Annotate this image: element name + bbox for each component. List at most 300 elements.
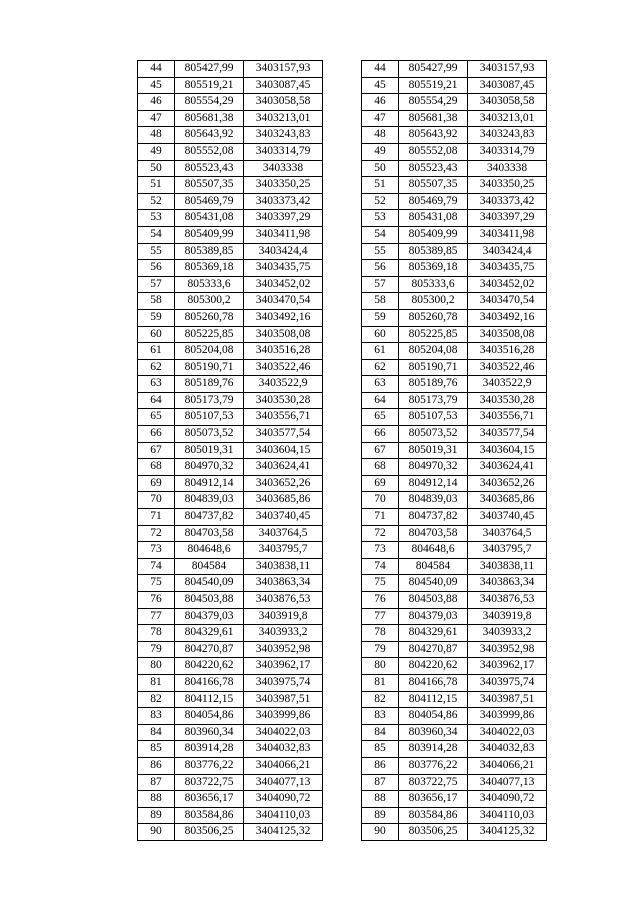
y-coordinate-cell: 3403876,53 bbox=[244, 592, 323, 609]
y-coordinate-cell: 3403795,7 bbox=[244, 542, 323, 559]
x-coordinate-cell: 803776,22 bbox=[175, 757, 244, 774]
y-coordinate-cell: 3403987,51 bbox=[468, 691, 547, 708]
point-number-cell: 55 bbox=[362, 243, 399, 260]
table-row bbox=[362, 741, 547, 758]
x-coordinate-cell: 803656,17 bbox=[175, 791, 244, 808]
point-number-cell: 57 bbox=[362, 276, 399, 293]
table-row bbox=[362, 791, 547, 808]
x-coordinate-cell: 804379,03 bbox=[399, 608, 468, 625]
point-number-cell: 77 bbox=[138, 608, 175, 625]
table-row bbox=[362, 708, 547, 725]
table-row bbox=[138, 641, 323, 658]
point-number-cell: 68 bbox=[138, 459, 175, 476]
point-number-cell: 57 bbox=[138, 276, 175, 293]
x-coordinate-cell: 805519,21 bbox=[175, 77, 244, 94]
y-coordinate-cell: 3404077,13 bbox=[244, 774, 323, 791]
x-coordinate-cell: 805507,35 bbox=[175, 177, 244, 194]
x-coordinate-cell: 805681,38 bbox=[399, 110, 468, 127]
point-number-cell: 73 bbox=[138, 542, 175, 559]
y-coordinate-cell: 3403530,28 bbox=[244, 392, 323, 409]
table-row bbox=[138, 608, 323, 625]
table-row bbox=[362, 691, 547, 708]
point-number-cell: 61 bbox=[138, 343, 175, 360]
point-number-cell: 81 bbox=[138, 674, 175, 691]
x-coordinate-cell: 804703,58 bbox=[399, 525, 468, 542]
y-coordinate-cell: 3404022,03 bbox=[468, 724, 547, 741]
point-number-cell: 79 bbox=[138, 641, 175, 658]
point-number-cell: 81 bbox=[362, 674, 399, 691]
y-coordinate-cell: 3403624,41 bbox=[468, 459, 547, 476]
coordinates-table-right bbox=[361, 60, 547, 841]
table-row bbox=[138, 674, 323, 691]
y-coordinate-cell: 3403350,25 bbox=[468, 177, 547, 194]
point-number-cell: 78 bbox=[362, 625, 399, 642]
y-coordinate-cell: 3404125,32 bbox=[244, 824, 323, 841]
point-number-cell: 69 bbox=[362, 475, 399, 492]
point-number-cell: 62 bbox=[138, 359, 175, 376]
y-coordinate-cell: 3403999,86 bbox=[468, 708, 547, 725]
point-number-cell: 64 bbox=[138, 392, 175, 409]
x-coordinate-cell: 803584,86 bbox=[399, 807, 468, 824]
point-number-cell: 63 bbox=[362, 376, 399, 393]
point-number-cell: 67 bbox=[362, 442, 399, 459]
y-coordinate-cell: 3403522,9 bbox=[244, 376, 323, 393]
point-number-cell: 68 bbox=[362, 459, 399, 476]
point-number-cell: 75 bbox=[138, 575, 175, 592]
x-coordinate-cell: 804220,62 bbox=[175, 658, 244, 675]
x-coordinate-cell: 804970,32 bbox=[175, 459, 244, 476]
y-coordinate-cell: 3403157,93 bbox=[468, 61, 547, 78]
point-number-cell: 55 bbox=[138, 243, 175, 260]
x-coordinate-cell: 805073,52 bbox=[399, 426, 468, 443]
x-coordinate-cell: 803506,25 bbox=[175, 824, 244, 841]
x-coordinate-cell: 805333,6 bbox=[399, 276, 468, 293]
y-coordinate-cell: 3403838,11 bbox=[244, 558, 323, 575]
point-number-cell: 71 bbox=[362, 509, 399, 526]
x-coordinate-cell: 805427,99 bbox=[175, 61, 244, 78]
y-coordinate-cell: 3403764,5 bbox=[244, 525, 323, 542]
y-coordinate-cell: 3403685,86 bbox=[468, 492, 547, 509]
table-row bbox=[138, 774, 323, 791]
y-coordinate-cell: 3403397,29 bbox=[244, 210, 323, 227]
point-number-cell: 53 bbox=[138, 210, 175, 227]
y-coordinate-cell: 3403863,34 bbox=[244, 575, 323, 592]
x-coordinate-cell: 804112,15 bbox=[399, 691, 468, 708]
point-number-cell: 76 bbox=[138, 592, 175, 609]
y-coordinate-cell: 3403577,54 bbox=[468, 426, 547, 443]
y-coordinate-cell: 3403435,75 bbox=[244, 260, 323, 277]
y-coordinate-cell: 3403350,25 bbox=[244, 177, 323, 194]
table-row bbox=[138, 575, 323, 592]
table-row bbox=[362, 409, 547, 426]
y-coordinate-cell: 3404110,03 bbox=[244, 807, 323, 824]
y-coordinate-cell: 3403516,28 bbox=[468, 343, 547, 360]
x-coordinate-cell: 805554,29 bbox=[175, 94, 244, 111]
table-row bbox=[362, 94, 547, 111]
table-row bbox=[138, 824, 323, 841]
point-number-cell: 49 bbox=[362, 143, 399, 160]
point-number-cell: 51 bbox=[138, 177, 175, 194]
x-coordinate-cell: 804270,87 bbox=[399, 641, 468, 658]
table-row bbox=[138, 625, 323, 642]
x-coordinate-cell: 804220,62 bbox=[399, 658, 468, 675]
point-number-cell: 70 bbox=[138, 492, 175, 509]
x-coordinate-cell: 804503,88 bbox=[175, 592, 244, 609]
x-coordinate-cell: 803584,86 bbox=[175, 807, 244, 824]
x-coordinate-cell: 805073,52 bbox=[175, 426, 244, 443]
point-number-cell: 85 bbox=[362, 741, 399, 758]
table-row bbox=[362, 61, 547, 78]
table-row bbox=[362, 807, 547, 824]
y-coordinate-cell: 3404022,03 bbox=[244, 724, 323, 741]
x-coordinate-cell: 805552,08 bbox=[175, 143, 244, 160]
y-coordinate-cell: 3403087,45 bbox=[468, 77, 547, 94]
table-row bbox=[138, 791, 323, 808]
y-coordinate-cell: 3403492,16 bbox=[244, 309, 323, 326]
x-coordinate-cell: 805523,43 bbox=[175, 160, 244, 177]
y-coordinate-cell: 3403652,26 bbox=[244, 475, 323, 492]
table-row bbox=[362, 525, 547, 542]
y-coordinate-cell: 3403492,16 bbox=[468, 309, 547, 326]
table-row bbox=[138, 110, 323, 127]
y-coordinate-cell: 3403213,01 bbox=[468, 110, 547, 127]
point-number-cell: 45 bbox=[362, 77, 399, 94]
x-coordinate-cell: 804737,82 bbox=[399, 509, 468, 526]
y-coordinate-cell: 3404125,32 bbox=[468, 824, 547, 841]
table-row bbox=[362, 210, 547, 227]
x-coordinate-cell: 805554,29 bbox=[399, 94, 468, 111]
y-coordinate-cell: 3403933,2 bbox=[244, 625, 323, 642]
x-coordinate-cell: 805389,85 bbox=[175, 243, 244, 260]
table-row bbox=[362, 492, 547, 509]
table-row bbox=[362, 392, 547, 409]
table-row bbox=[362, 558, 547, 575]
x-coordinate-cell: 805333,6 bbox=[175, 276, 244, 293]
x-coordinate-cell: 805431,08 bbox=[399, 210, 468, 227]
x-coordinate-cell: 805681,38 bbox=[175, 110, 244, 127]
x-coordinate-cell: 805107,53 bbox=[175, 409, 244, 426]
point-number-cell: 65 bbox=[362, 409, 399, 426]
y-coordinate-cell: 3403424,4 bbox=[468, 243, 547, 260]
x-coordinate-cell: 805369,18 bbox=[399, 260, 468, 277]
x-coordinate-cell: 805019,31 bbox=[175, 442, 244, 459]
y-coordinate-cell: 3404110,03 bbox=[468, 807, 547, 824]
x-coordinate-cell: 805204,08 bbox=[175, 343, 244, 360]
x-coordinate-cell: 804540,09 bbox=[399, 575, 468, 592]
table-row bbox=[362, 309, 547, 326]
point-number-cell: 65 bbox=[138, 409, 175, 426]
table-row bbox=[362, 326, 547, 343]
y-coordinate-cell: 3403508,08 bbox=[244, 326, 323, 343]
point-number-cell: 82 bbox=[362, 691, 399, 708]
table-row bbox=[138, 592, 323, 609]
y-coordinate-cell: 3403999,86 bbox=[244, 708, 323, 725]
x-coordinate-cell: 803960,34 bbox=[175, 724, 244, 741]
x-coordinate-cell: 804648,6 bbox=[175, 542, 244, 559]
point-number-cell: 56 bbox=[138, 260, 175, 277]
point-number-cell: 46 bbox=[138, 94, 175, 111]
table-row bbox=[362, 658, 547, 675]
y-coordinate-cell: 3403962,17 bbox=[244, 658, 323, 675]
table-row bbox=[138, 724, 323, 741]
x-coordinate-cell: 805643,92 bbox=[175, 127, 244, 144]
point-number-cell: 79 bbox=[362, 641, 399, 658]
y-coordinate-cell: 3403919,8 bbox=[244, 608, 323, 625]
table-row bbox=[362, 724, 547, 741]
table-row bbox=[138, 658, 323, 675]
y-coordinate-cell: 3403243,83 bbox=[468, 127, 547, 144]
x-coordinate-cell: 804054,86 bbox=[399, 708, 468, 725]
table-row bbox=[138, 708, 323, 725]
y-coordinate-cell: 3403975,74 bbox=[468, 674, 547, 691]
y-coordinate-cell: 3403411,98 bbox=[244, 226, 323, 243]
point-number-cell: 83 bbox=[138, 708, 175, 725]
table-row bbox=[362, 127, 547, 144]
x-coordinate-cell: 805523,43 bbox=[399, 160, 468, 177]
table-row bbox=[362, 276, 547, 293]
y-coordinate-cell: 3403530,28 bbox=[468, 392, 547, 409]
table-row bbox=[138, 276, 323, 293]
x-coordinate-cell: 805225,85 bbox=[175, 326, 244, 343]
y-coordinate-cell: 3403338 bbox=[244, 160, 323, 177]
point-number-cell: 52 bbox=[138, 193, 175, 210]
y-coordinate-cell: 3403556,71 bbox=[468, 409, 547, 426]
x-coordinate-cell: 805190,71 bbox=[175, 359, 244, 376]
table-row bbox=[138, 409, 323, 426]
y-coordinate-cell: 3403157,93 bbox=[244, 61, 323, 78]
x-coordinate-cell: 805225,85 bbox=[399, 326, 468, 343]
point-number-cell: 62 bbox=[362, 359, 399, 376]
table-row bbox=[138, 160, 323, 177]
x-coordinate-cell: 804648,6 bbox=[399, 542, 468, 559]
y-coordinate-cell: 3403314,79 bbox=[244, 143, 323, 160]
y-coordinate-cell: 3403962,17 bbox=[468, 658, 547, 675]
x-coordinate-cell: 804912,14 bbox=[399, 475, 468, 492]
point-number-cell: 74 bbox=[138, 558, 175, 575]
table-row bbox=[362, 774, 547, 791]
point-number-cell: 46 bbox=[362, 94, 399, 111]
table-row bbox=[138, 509, 323, 526]
x-coordinate-cell: 803914,28 bbox=[175, 741, 244, 758]
point-number-cell: 72 bbox=[362, 525, 399, 542]
y-coordinate-cell: 3403373,42 bbox=[244, 193, 323, 210]
point-number-cell: 47 bbox=[138, 110, 175, 127]
table-row bbox=[362, 625, 547, 642]
y-coordinate-cell: 3403863,34 bbox=[468, 575, 547, 592]
y-coordinate-cell: 3404032,83 bbox=[468, 741, 547, 758]
x-coordinate-cell: 804166,78 bbox=[175, 674, 244, 691]
point-number-cell: 67 bbox=[138, 442, 175, 459]
y-coordinate-cell: 3403338 bbox=[468, 160, 547, 177]
x-coordinate-cell: 803506,25 bbox=[399, 824, 468, 841]
table-row bbox=[362, 542, 547, 559]
x-coordinate-cell: 804329,61 bbox=[175, 625, 244, 642]
y-coordinate-cell: 3403058,58 bbox=[244, 94, 323, 111]
y-coordinate-cell: 3403397,29 bbox=[468, 210, 547, 227]
point-number-cell: 54 bbox=[138, 226, 175, 243]
point-number-cell: 85 bbox=[138, 741, 175, 758]
point-number-cell: 48 bbox=[138, 127, 175, 144]
y-coordinate-cell: 3403838,11 bbox=[468, 558, 547, 575]
x-coordinate-cell: 803656,17 bbox=[399, 791, 468, 808]
x-coordinate-cell: 805189,76 bbox=[399, 376, 468, 393]
y-coordinate-cell: 3404090,72 bbox=[244, 791, 323, 808]
y-coordinate-cell: 3403933,2 bbox=[468, 625, 547, 642]
x-coordinate-cell: 804270,87 bbox=[175, 641, 244, 658]
y-coordinate-cell: 3403740,45 bbox=[244, 509, 323, 526]
x-coordinate-cell: 805552,08 bbox=[399, 143, 468, 160]
x-coordinate-cell: 805019,31 bbox=[399, 442, 468, 459]
table-row bbox=[362, 77, 547, 94]
x-coordinate-cell: 804584 bbox=[399, 558, 468, 575]
x-coordinate-cell: 805409,99 bbox=[399, 226, 468, 243]
table-row bbox=[138, 525, 323, 542]
point-number-cell: 44 bbox=[362, 61, 399, 78]
coordinates-table-right-body bbox=[362, 61, 547, 841]
x-coordinate-cell: 804912,14 bbox=[175, 475, 244, 492]
point-number-cell: 45 bbox=[138, 77, 175, 94]
table-row bbox=[138, 260, 323, 277]
point-number-cell: 63 bbox=[138, 376, 175, 393]
table-row bbox=[138, 226, 323, 243]
point-number-cell: 80 bbox=[138, 658, 175, 675]
table-row bbox=[138, 392, 323, 409]
table-row bbox=[138, 77, 323, 94]
y-coordinate-cell: 3403556,71 bbox=[244, 409, 323, 426]
x-coordinate-cell: 804054,86 bbox=[175, 708, 244, 725]
x-coordinate-cell: 805427,99 bbox=[399, 61, 468, 78]
point-number-cell: 83 bbox=[362, 708, 399, 725]
y-coordinate-cell: 3403314,79 bbox=[468, 143, 547, 160]
point-number-cell: 66 bbox=[362, 426, 399, 443]
table-row bbox=[362, 226, 547, 243]
point-number-cell: 89 bbox=[362, 807, 399, 824]
point-number-cell: 90 bbox=[362, 824, 399, 841]
table-row bbox=[362, 260, 547, 277]
table-row bbox=[138, 193, 323, 210]
y-coordinate-cell: 3403373,42 bbox=[468, 193, 547, 210]
x-coordinate-cell: 804329,61 bbox=[399, 625, 468, 642]
y-coordinate-cell: 3403058,58 bbox=[468, 94, 547, 111]
point-number-cell: 58 bbox=[138, 293, 175, 310]
table-row bbox=[362, 459, 547, 476]
point-number-cell: 60 bbox=[138, 326, 175, 343]
x-coordinate-cell: 805300,2 bbox=[399, 293, 468, 310]
x-coordinate-cell: 805643,92 bbox=[399, 127, 468, 144]
table-row bbox=[362, 160, 547, 177]
coordinates-table-left bbox=[137, 60, 323, 841]
x-coordinate-cell: 805189,76 bbox=[175, 376, 244, 393]
table-row bbox=[362, 509, 547, 526]
x-coordinate-cell: 805409,99 bbox=[175, 226, 244, 243]
table-row bbox=[138, 442, 323, 459]
point-number-cell: 54 bbox=[362, 226, 399, 243]
table-row bbox=[362, 674, 547, 691]
y-coordinate-cell: 3404090,72 bbox=[468, 791, 547, 808]
x-coordinate-cell: 803914,28 bbox=[399, 741, 468, 758]
y-coordinate-cell: 3403087,45 bbox=[244, 77, 323, 94]
y-coordinate-cell: 3403213,01 bbox=[244, 110, 323, 127]
point-number-cell: 75 bbox=[362, 575, 399, 592]
x-coordinate-cell: 804503,88 bbox=[399, 592, 468, 609]
point-number-cell: 82 bbox=[138, 691, 175, 708]
point-number-cell: 60 bbox=[362, 326, 399, 343]
table-row bbox=[362, 426, 547, 443]
table-row bbox=[138, 691, 323, 708]
table-row bbox=[138, 127, 323, 144]
point-number-cell: 59 bbox=[362, 309, 399, 326]
y-coordinate-cell: 3403624,41 bbox=[244, 459, 323, 476]
x-coordinate-cell: 805173,79 bbox=[399, 392, 468, 409]
point-number-cell: 44 bbox=[138, 61, 175, 78]
y-coordinate-cell: 3403516,28 bbox=[244, 343, 323, 360]
x-coordinate-cell: 804839,03 bbox=[399, 492, 468, 509]
point-number-cell: 61 bbox=[362, 343, 399, 360]
point-number-cell: 59 bbox=[138, 309, 175, 326]
point-number-cell: 70 bbox=[362, 492, 399, 509]
y-coordinate-cell: 3403522,9 bbox=[468, 376, 547, 393]
coordinates-table-left-body bbox=[138, 61, 323, 841]
y-coordinate-cell: 3403952,98 bbox=[244, 641, 323, 658]
x-coordinate-cell: 804703,58 bbox=[175, 525, 244, 542]
point-number-cell: 87 bbox=[138, 774, 175, 791]
x-coordinate-cell: 804839,03 bbox=[175, 492, 244, 509]
point-number-cell: 69 bbox=[138, 475, 175, 492]
x-coordinate-cell: 805369,18 bbox=[175, 260, 244, 277]
y-coordinate-cell: 3403424,4 bbox=[244, 243, 323, 260]
table-row bbox=[362, 824, 547, 841]
x-coordinate-cell: 805260,78 bbox=[399, 309, 468, 326]
table-row bbox=[138, 426, 323, 443]
table-row bbox=[138, 741, 323, 758]
point-number-cell: 84 bbox=[362, 724, 399, 741]
point-number-cell: 64 bbox=[362, 392, 399, 409]
table-row bbox=[138, 492, 323, 509]
point-number-cell: 87 bbox=[362, 774, 399, 791]
x-coordinate-cell: 805389,85 bbox=[399, 243, 468, 260]
y-coordinate-cell: 3403685,86 bbox=[244, 492, 323, 509]
y-coordinate-cell: 3403577,54 bbox=[244, 426, 323, 443]
table-row bbox=[362, 592, 547, 609]
point-number-cell: 51 bbox=[362, 177, 399, 194]
point-number-cell: 77 bbox=[362, 608, 399, 625]
x-coordinate-cell: 805173,79 bbox=[175, 392, 244, 409]
x-coordinate-cell: 805519,21 bbox=[399, 77, 468, 94]
y-coordinate-cell: 3403975,74 bbox=[244, 674, 323, 691]
point-number-cell: 71 bbox=[138, 509, 175, 526]
table-row bbox=[138, 376, 323, 393]
table-row bbox=[138, 293, 323, 310]
y-coordinate-cell: 3403522,46 bbox=[468, 359, 547, 376]
point-number-cell: 66 bbox=[138, 426, 175, 443]
point-number-cell: 47 bbox=[362, 110, 399, 127]
x-coordinate-cell: 805431,08 bbox=[175, 210, 244, 227]
table-row bbox=[138, 343, 323, 360]
x-coordinate-cell: 804737,82 bbox=[175, 509, 244, 526]
table-row bbox=[362, 376, 547, 393]
x-coordinate-cell: 805204,08 bbox=[399, 343, 468, 360]
table-row bbox=[138, 309, 323, 326]
x-coordinate-cell: 804970,32 bbox=[399, 459, 468, 476]
table-row bbox=[362, 641, 547, 658]
x-coordinate-cell: 805190,71 bbox=[399, 359, 468, 376]
x-coordinate-cell: 805507,35 bbox=[399, 177, 468, 194]
table-row bbox=[138, 94, 323, 111]
x-coordinate-cell: 804379,03 bbox=[175, 608, 244, 625]
table-row bbox=[362, 143, 547, 160]
x-coordinate-cell: 803960,34 bbox=[399, 724, 468, 741]
table-row bbox=[138, 143, 323, 160]
